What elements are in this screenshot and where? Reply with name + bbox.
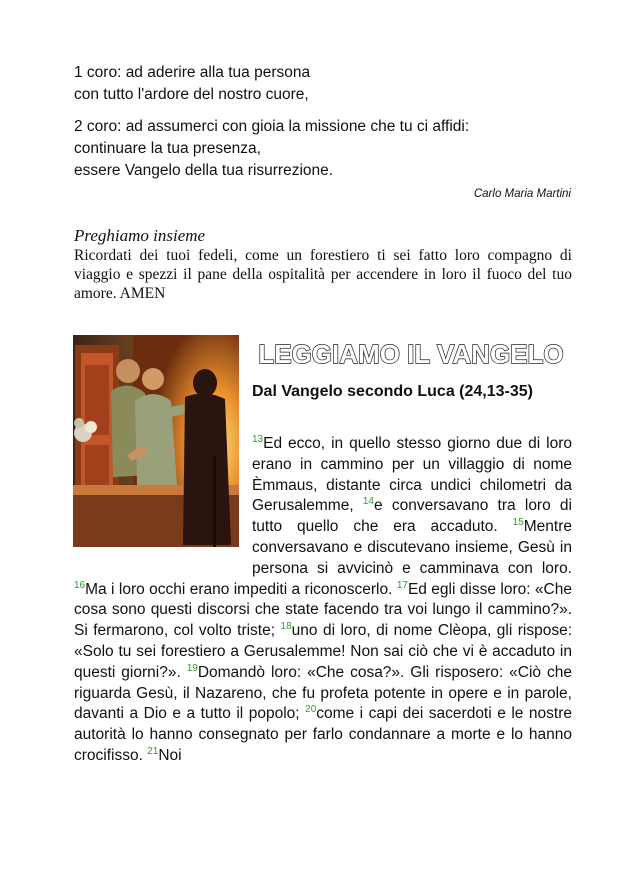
verse-text: Ed egli disse loro: «Che cosa sono questi discorsi che state facendo tra voi lungo il cammino?». Si fermarono, col volto triste;: [74, 580, 572, 640]
prayer-chorus-2: [74, 116, 574, 182]
verse-number: 13: [252, 433, 264, 445]
prayer-line: con tutto l'ardore del nostro cuore,: [74, 86, 309, 103]
gospel-text: [74, 434, 572, 767]
gospel-banner: [252, 336, 570, 370]
verse-text: Domandò loro: «Che cosa?». Gli risposero: «Ciò che riguarda Gesù, il Nazareno, che fu profeta potente in opere e in parole, davanti a Dio e a tutto il popolo;: [74, 663, 572, 723]
verse-number: 17: [396, 579, 408, 591]
verse-text: Ma i loro occhi erano impediti a riconoscerlo.: [85, 580, 397, 598]
verse-number: 19: [186, 662, 198, 674]
verse-number: 16: [74, 579, 86, 591]
verse-number: 21: [147, 745, 159, 757]
prayer-line: continuare la tua presenza,: [74, 140, 261, 157]
prayer-line: 1 coro: ad aderire alla tua persona: [74, 64, 311, 81]
gospel-banner-text: LEGGIAMO IL VANGELO: [258, 339, 564, 369]
verse-text: Noi: [158, 746, 182, 764]
verse-number: 18: [280, 621, 292, 633]
prayer-chorus-1: [74, 62, 574, 106]
preghiamo-section: [74, 226, 572, 303]
prayer-text: [74, 62, 574, 192]
gospel-title: Dal Vangelo secondo Luca (24,13-35): [252, 383, 533, 400]
verse-text: Ed ecco, in quello stesso giorno due di loro erano in cammino per un villaggio di nome Èmmaus, distante circa undici chilometri da Gerusalemme,: [252, 435, 572, 515]
preghiamo-text: Ricordati dei tuoi fedeli, come un forestiero ti sei fatto loro compagno di viaggio e spezzi il pane della ospitalità per accendere in loro il fuoco del tuo amore. AMEN: [74, 247, 572, 302]
verse-number: 15: [512, 517, 524, 529]
prayer-line: essere Vangelo della tua risurrezione.: [74, 162, 334, 179]
preghiamo-title: Preghiamo insieme: [74, 226, 206, 245]
prayer-line: 2 coro: ad assumerci con gioia la missione che tu ci affidi:: [74, 118, 470, 135]
verse-number: 20: [305, 704, 317, 716]
verse-number: 14: [362, 496, 374, 508]
image-wrap-spacer: [74, 434, 252, 568]
prayer-author: Carlo Maria Martini: [473, 188, 571, 200]
verse-text: Mentre conversavano e discutevano insieme, Gesù in persona si avvicinò e camminava con loro.: [252, 518, 572, 577]
verse-text: e conversavano tra loro di tutto quello che era accaduto.: [252, 497, 572, 536]
verse-text: come i capi dei sacerdoti e le nostre autorità lo hanno consegnato per farlo condannare a morte e lo hanno crocifisso.: [74, 705, 572, 764]
verse-text: uno di loro, di nome Clèopa, gli rispose: «Solo tu sei forestiero a Gerusalemme! Non sai ciò che vi è accaduto in questi giorni?».: [74, 622, 573, 681]
